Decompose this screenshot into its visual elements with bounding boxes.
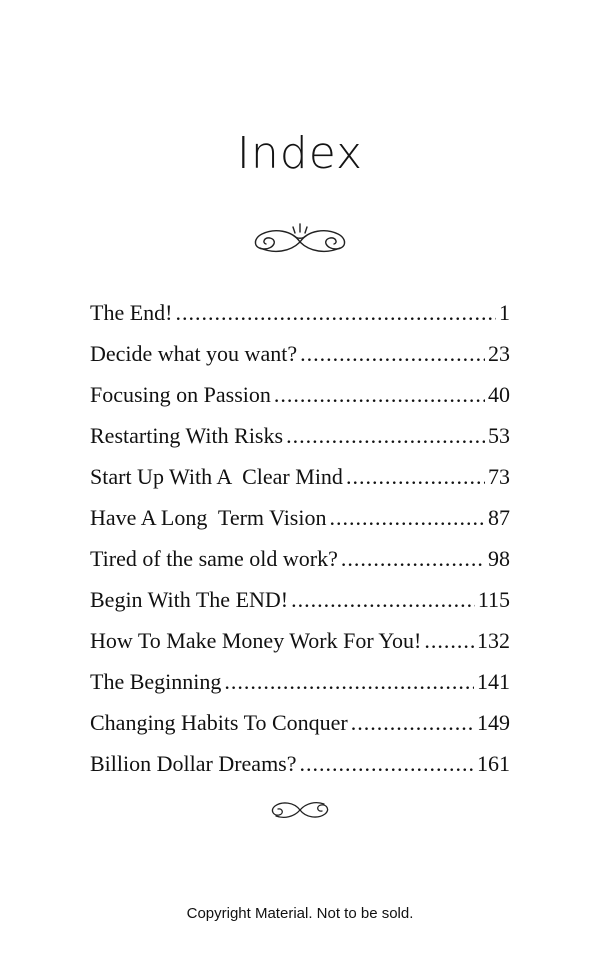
toc-dot-leader xyxy=(175,292,496,333)
toc-entry[interactable] xyxy=(90,415,510,456)
toc-dot-leader xyxy=(291,579,475,620)
toc-entry-page: 149 xyxy=(477,710,510,735)
toc-entry-page: 23 xyxy=(488,341,510,366)
toc-dot-leader xyxy=(329,497,485,538)
flourish-ornament-icon xyxy=(248,218,352,258)
toc-entry-page: 98 xyxy=(488,546,510,571)
toc-entry[interactable] xyxy=(90,333,510,374)
toc-entry-title: Tired of the same old work? xyxy=(90,546,338,571)
toc-entry[interactable] xyxy=(90,743,510,784)
toc-entry[interactable] xyxy=(90,292,510,333)
copyright-notice: Copyright Material. Not to be sold. xyxy=(186,905,414,922)
toc-entry-title: Begin With The END! xyxy=(90,587,289,612)
toc-entry-page: 40 xyxy=(488,382,510,407)
toc-dot-leader xyxy=(351,702,474,743)
toc-entry-page: 161 xyxy=(477,751,510,776)
toc-entry-page: 53 xyxy=(488,423,510,448)
toc-dot-leader xyxy=(274,374,485,415)
flourish-ornament-icon xyxy=(268,796,332,824)
toc-entry-title: Decide what you want? xyxy=(90,341,298,366)
toc-entry-title: Have A Long Term Vision xyxy=(90,505,327,530)
toc-entry-page: 1 xyxy=(499,300,510,325)
toc-entry[interactable] xyxy=(90,538,510,579)
toc-entry-title: Changing Habits To Conquer xyxy=(90,710,348,735)
toc-entry-title: Billion Dollar Dreams? xyxy=(90,751,297,776)
toc-dot-leader xyxy=(341,538,485,579)
toc-entry-page: 115 xyxy=(477,587,510,612)
toc-entry-title: How To Make Money Work For You! xyxy=(90,628,422,653)
toc-entry-title: Restarting With Risks xyxy=(90,423,284,448)
toc-dot-leader xyxy=(424,620,474,661)
toc-entry[interactable] xyxy=(90,497,510,538)
toc-entry[interactable] xyxy=(90,579,510,620)
page-title: Index xyxy=(236,128,364,179)
toc-dot-leader xyxy=(346,456,485,497)
toc-entry[interactable] xyxy=(90,456,510,497)
table-of-contents xyxy=(90,292,510,784)
toc-dot-leader xyxy=(300,333,485,374)
toc-entry-title: The Beginning xyxy=(90,669,222,694)
toc-entry-page: 132 xyxy=(477,628,510,653)
toc-entry[interactable] xyxy=(90,661,510,702)
toc-dot-leader xyxy=(224,661,474,702)
toc-entry-title: Start Up With A Clear Mind xyxy=(90,464,343,489)
toc-dot-leader xyxy=(300,743,474,784)
toc-entry[interactable] xyxy=(90,620,510,661)
toc-entry[interactable] xyxy=(90,702,510,743)
toc-entry-title: Focusing on Passion xyxy=(90,382,271,407)
toc-entry-page: 73 xyxy=(488,464,510,489)
toc-entry[interactable] xyxy=(90,374,510,415)
toc-entry-title: The End! xyxy=(90,300,173,325)
toc-entry-page: 141 xyxy=(477,669,510,694)
toc-dot-leader xyxy=(286,415,485,456)
toc-entry-page: 87 xyxy=(488,505,510,530)
